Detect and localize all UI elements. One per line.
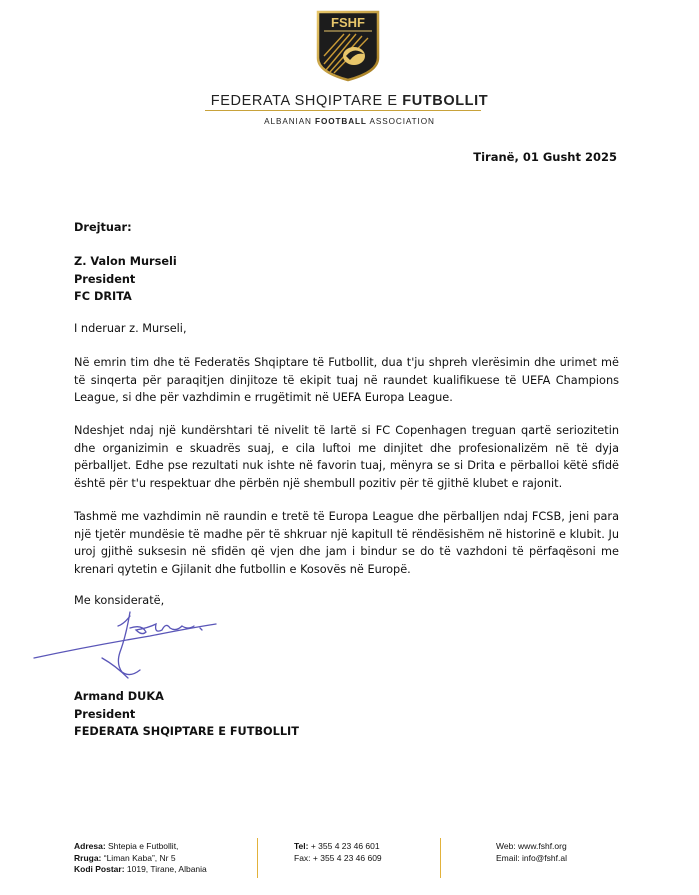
organization-subtitle: ALBANIAN FOOTBALL ASSOCIATION [264,117,435,126]
paragraph-2: Ndeshjet ndaj një kundërshtari të nivelit të lartë si FC Copenhagen treguan qartë seriozitetin dhe organizimin e skuadrës suaj, e cila luftoi me dinjitet dhe profesionalizëm në të dyja përballjet. Edhe pse rezultati nuk ishte në favorin tuaj, mënyra se si Drita e përballoi këtë sfidë është për t'u respektuar dhe përbën një shembull pozitiv për të gjithë klubet e rajonit. [74,424,619,490]
footer-divider-2 [440,838,441,878]
signer-name: Armand DUKA [74,690,164,703]
recipient-org: FC DRITA [74,290,132,304]
footer-phone: Tel: + 355 4 23 46 601 Fax: + 355 4 23 46 609 [294,841,382,863]
footer-divider-1 [257,838,258,878]
salutation: I nderuar z. Murseli, [74,322,187,335]
letter-date: Tiranë, 01 Gusht 2025 [473,150,617,164]
recipient-name: Z. Valon Murseli [74,255,177,268]
fshf-logo [316,10,380,82]
signer-block [74,688,619,741]
signer-organization: FEDERATA SHQIPTARE E FUTBOLLIT [74,725,299,739]
footer-web [496,841,567,864]
recipient-block [74,253,619,306]
header-divider [205,110,481,111]
footer-address: Adresa: Shtepia e Futbollit, Rruga: “Liman Kaba”, Nr 5 Kodi Postar: 1019, Tirane, Albania [74,841,207,874]
paragraph-3: Tashmë me vazhdimin në raundin e tretë të Europa League dhe përballjen ndaj FCSB, jeni para një tjetër mundësie të madhe për të shkruar një kapitull të rëndësishëm në historinë e klubit. Ju uroj gjithë suksesin në sfidën që vjen dhe jam i bindur se do të vazhdoni të përfaqësoni me krenari qytetin e Gjilanit dhe futbollin e Kosovës në Europë. [74,510,619,576]
organization-name: FEDERATA SHQIPTARE E FUTBOLLIT [210,93,489,109]
svg-text:FSHF: FSHF [331,15,365,30]
footer-website[interactable]: Web: www.fshf.org [496,841,567,851]
signer-title: President [74,707,136,721]
closing: Me konsideratë, [74,594,165,607]
addressed-label: Drejtuar: [74,221,132,234]
footer [0,832,699,882]
footer-email[interactable]: Email: info@fshf.al [496,852,567,863]
paragraph-1: Në emrin tim dhe të Federatës Shqiptare të Futbollit, dua t'ju shpreh vlerësimin dhe urimet më të sinqerta për paraqitjen dinjitoze të ekipit tuaj në raundet kualifikuese të UEFA Champions League, si dhe për vazhdimin e rrugëtimit në UEFA Europa League. [74,356,619,405]
signature [30,606,220,686]
recipient-title: President [74,272,136,286]
